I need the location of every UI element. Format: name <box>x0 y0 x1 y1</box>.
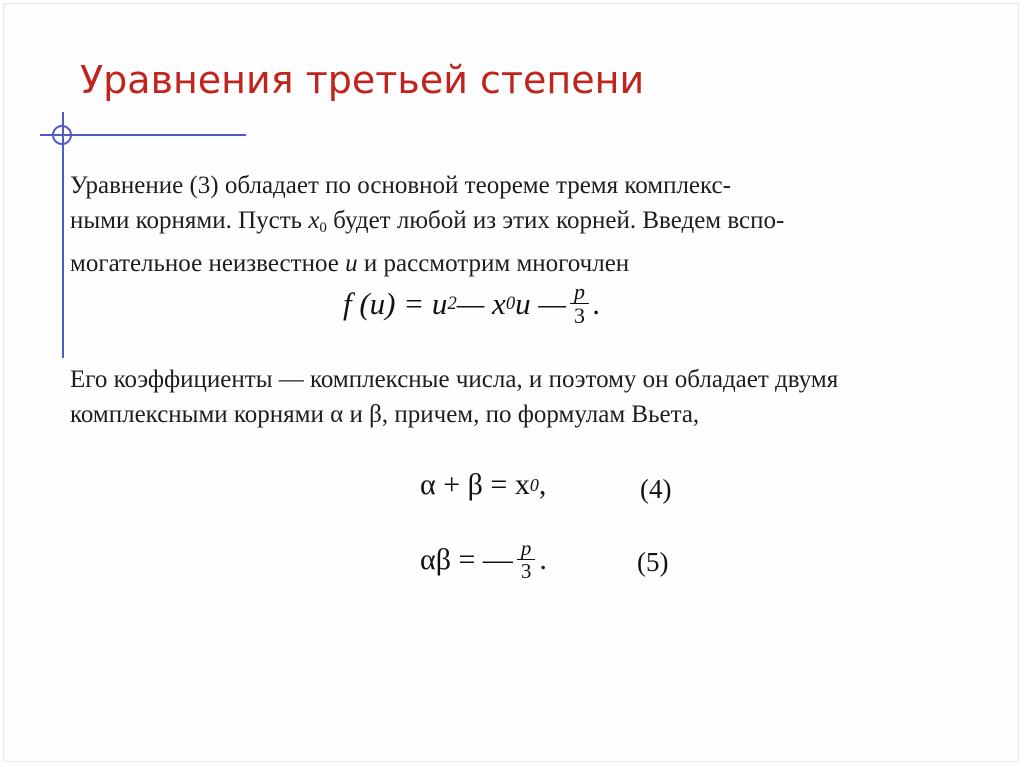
formula-part: f (u) = u <box>343 285 448 321</box>
symbol-alpha: α <box>330 401 344 428</box>
fraction <box>570 280 589 327</box>
superscript: 2 <box>447 292 457 314</box>
text-run: комплексными корнями <box>70 401 331 428</box>
formula-part: αβ = — <box>420 542 513 576</box>
paragraph-line: Его коэффициенты — комплексные числа, и поэтому он обладает двумя <box>70 366 839 393</box>
paragraph-line <box>70 203 784 246</box>
subscript: 0 <box>505 292 516 314</box>
text-run: , причем, по формулам Вьета, <box>381 401 700 428</box>
vieta-sum-formula <box>420 468 546 502</box>
formula-part: — x <box>456 285 506 321</box>
paragraph-line <box>70 246 784 281</box>
formula-part: . <box>592 285 601 321</box>
vieta-product-formula <box>420 537 547 582</box>
paragraph-coefficients <box>70 362 838 432</box>
formula-part: . <box>539 542 547 576</box>
subscript: 0 <box>319 219 327 236</box>
crosshair-circle-icon <box>52 125 72 145</box>
fraction <box>517 537 536 582</box>
polynomial-formula <box>343 280 601 327</box>
slide-title: Уравнения третьей степени <box>80 58 645 102</box>
text-run: могательное неизвестное <box>70 249 346 277</box>
fraction-numerator: p <box>570 280 589 304</box>
formula-part: , <box>538 468 547 501</box>
fraction-denominator: 3 <box>573 303 585 329</box>
paragraph-line: Уравнение (3) обладает по основной теореме тремя комплекс- <box>70 172 731 199</box>
paragraph-line <box>70 397 838 432</box>
equation-number-4: (4) <box>640 474 672 504</box>
fraction-denominator: 3 <box>520 559 532 584</box>
formula-part: u — <box>515 285 566 321</box>
vertical-accent-line <box>62 112 64 358</box>
symbol-beta: β <box>369 401 382 428</box>
variable-u: u <box>345 249 358 277</box>
text-run: ными корнями. Пусть <box>70 207 309 234</box>
fraction-numerator: p <box>517 537 536 560</box>
variable-x: x <box>308 207 320 234</box>
paragraph-intro <box>70 168 784 281</box>
equation-number-5: (5) <box>637 547 669 577</box>
text-run: будет любой из этих корней. Введем вспо- <box>326 207 785 234</box>
text-run: и рассмотрим многочлен <box>357 249 630 277</box>
formula-part: α + β = x <box>420 468 530 501</box>
text-run: и <box>343 401 370 428</box>
subscript: 0 <box>529 474 539 495</box>
